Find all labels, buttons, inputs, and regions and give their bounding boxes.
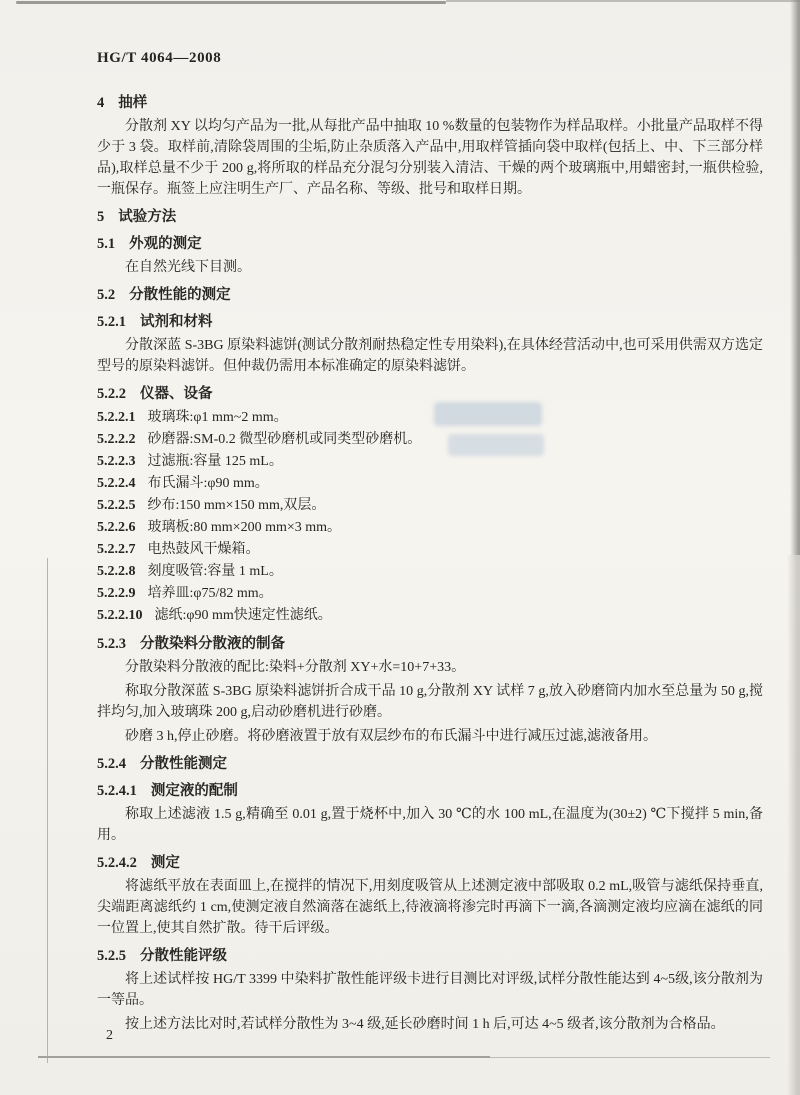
clause-text: 纱布:150 mm×150 mm,双层。 xyxy=(147,498,326,513)
clause-number: 5.2.2.8 xyxy=(97,564,136,579)
clause-item xyxy=(97,583,763,605)
clause-text: 过滤瓶:容量 125 mL。 xyxy=(147,454,283,469)
clause-item xyxy=(97,605,763,627)
clause-item xyxy=(97,407,763,429)
clause-text: 滤纸:φ90 mm快速定性滤纸。 xyxy=(154,608,332,623)
section-title: 测定液的配制 xyxy=(150,783,238,799)
scan-artifact-top-edge xyxy=(16,1,446,4)
document-content xyxy=(97,50,763,1038)
clause-number: 5.2.2.3 xyxy=(97,454,136,469)
clause-number: 5.2.2.2 xyxy=(97,432,136,447)
clause-text: 电热鼓风干燥箱。 xyxy=(147,542,260,557)
section-heading xyxy=(97,853,763,873)
paragraph: 砂磨 3 h,停止砂磨。将砂磨液置于放有双层纱布的布氏漏斗中进行减压过滤,滤液备用。 xyxy=(125,729,657,744)
section-number: 5.2.4 xyxy=(97,756,126,772)
clause-number: 5.2.2.7 xyxy=(97,542,136,557)
section-heading xyxy=(97,754,763,774)
standard-number-header: HG/T 4064—2008 xyxy=(97,50,222,66)
paragraph: 在自然光线下目测。 xyxy=(125,260,251,275)
section-number: 5.2.4.2 xyxy=(97,855,137,871)
clause-text: 玻璃板:80 mm×200 mm×3 mm。 xyxy=(147,520,342,535)
section-title: 试验方法 xyxy=(118,209,177,225)
clause-text: 培养皿:φ75/82 mm。 xyxy=(147,586,273,601)
clause-text: 刻度吸管:容量 1 mL。 xyxy=(147,564,283,579)
paragraph: 称取分散深蓝 S-3BG 原染料滤饼折合成干品 10 g,分散剂 XY 试样 7 g,放入砂磨筒内加水至总量为 50 g,搅拌均匀,加入玻璃珠 200 g,启动砂磨机进行砂磨。 xyxy=(97,684,763,720)
scan-artifact-right-edge xyxy=(787,555,800,1095)
section-title: 分散性能评级 xyxy=(140,948,227,964)
page-number: 2 xyxy=(106,1028,113,1043)
paragraph: 分散剂 XY 以均匀产品为一批,从每批产品中抽取 10 %数量的包装物作为样品取样。小批量产品取样不得少于 3 袋。取样前,清除袋周围的尘垢,防止杂质落入产品中,用取样管插向袋中取样(包括上、中、下三部分样品),取样总量不少于 200 g,将所取的样品充分混匀分别装入清洁、干燥的两个玻璃瓶中,用蜡密封,一瓶供检验,一瓶保存。瓶签上应注明生产厂、产品名称、等级、批号和取样日期。 xyxy=(97,119,763,197)
scan-artifact-left-edge xyxy=(47,558,48,1063)
section-number: 5.2 xyxy=(97,287,116,303)
clause-item xyxy=(97,495,763,517)
clause-item xyxy=(97,517,763,539)
section-title: 分散染料分散液的制备 xyxy=(140,636,285,652)
scan-artifact-right-edge xyxy=(790,0,800,555)
paragraph: 按上述方法比对时,若试样分散性为 3~4 级,延长砂磨时间 1 h 后,可达 4~5 级者,该分散剂为合格品。 xyxy=(125,1017,725,1032)
paragraph: 分散染料分散液的配比:染料+分散剂 XY+水=10+7+33。 xyxy=(125,660,466,675)
clause-number: 5.2.2.10 xyxy=(97,608,143,623)
scan-artifact-bottom-edge xyxy=(490,1057,770,1058)
clause-item xyxy=(97,561,763,583)
section-heading xyxy=(97,781,763,801)
clause-item xyxy=(97,473,763,495)
clause-number: 5.2.2.5 xyxy=(97,498,136,513)
section-number: 5.2.5 xyxy=(97,948,126,964)
clause-number: 5.2.2.9 xyxy=(97,586,136,601)
section-heading xyxy=(97,234,763,254)
section-number: 5.1 xyxy=(97,236,116,252)
section-number: 5.2.1 xyxy=(97,314,126,330)
section-title: 外观的测定 xyxy=(129,236,202,252)
section-number: 5 xyxy=(97,209,105,225)
section-title: 分散性能测定 xyxy=(140,756,227,772)
section-heading xyxy=(97,946,763,966)
clause-number: 5.2.2.6 xyxy=(97,520,136,535)
section-heading xyxy=(97,634,763,654)
section-heading xyxy=(97,312,763,332)
clause-text: 砂磨器:SM-0.2 微型砂磨机或同类型砂磨机。 xyxy=(147,432,422,447)
section-heading xyxy=(97,93,763,113)
paragraph: 将上述试样按 HG/T 3399 中染料扩散性能评级卡进行目测比对评级,试样分散性能达到 4~5级,该分散剂为一等品。 xyxy=(97,972,763,1008)
scan-artifact-bottom-edge xyxy=(38,1056,490,1058)
paragraph: 将滤纸平放在表面皿上,在搅拌的情况下,用刻度吸管从上述测定液中部吸取 0.2 mL,吸管与滤纸保持垂直,尖端距离滤纸约 1 cm,使测定液自然滴落在滤纸上,待液滴将渗完时再滴下一滴,各滴测定液均应滴在滤纸的同一位置上,使其自然扩散。待干后评级。 xyxy=(97,879,763,936)
section-title: 仪器、设备 xyxy=(140,386,213,402)
section-heading xyxy=(97,285,763,305)
section-title: 分散性能的测定 xyxy=(129,287,231,303)
document-body xyxy=(97,93,763,1035)
clause-text: 布氏漏斗:φ90 mm。 xyxy=(147,476,269,491)
clause-number: 5.2.2.1 xyxy=(97,410,136,425)
clause-item xyxy=(97,451,763,473)
section-number: 5.2.4.1 xyxy=(97,783,137,799)
section-title: 试剂和材料 xyxy=(140,314,213,330)
section-number: 5.2.3 xyxy=(97,636,126,652)
paragraph: 分散深蓝 S-3BG 原染料滤饼(测试分散剂耐热稳定性专用染料),在具体经营活动中,也可采用供需双方选定型号的原染料滤饼。但仲裁仍需用本标准确定的原染料滤饼。 xyxy=(97,338,763,374)
section-heading xyxy=(97,384,763,404)
section-title: 抽样 xyxy=(118,95,148,111)
section-number: 5.2.2 xyxy=(97,386,126,402)
clause-item xyxy=(97,539,763,561)
section-number: 4 xyxy=(97,95,105,111)
clause-number: 5.2.2.4 xyxy=(97,476,136,491)
paragraph: 称取上述滤液 1.5 g,精确至 0.01 g,置于烧杯中,加入 30 ℃的水 100 mL,在温度为(30±2) ℃下搅拌 5 min,备用。 xyxy=(97,807,763,843)
clause-text: 玻璃珠:φ1 mm~2 mm。 xyxy=(147,410,288,425)
section-heading xyxy=(97,207,763,227)
section-title: 测定 xyxy=(150,855,180,871)
scan-artifact-top-edge xyxy=(446,0,800,2)
clause-item xyxy=(97,429,763,451)
